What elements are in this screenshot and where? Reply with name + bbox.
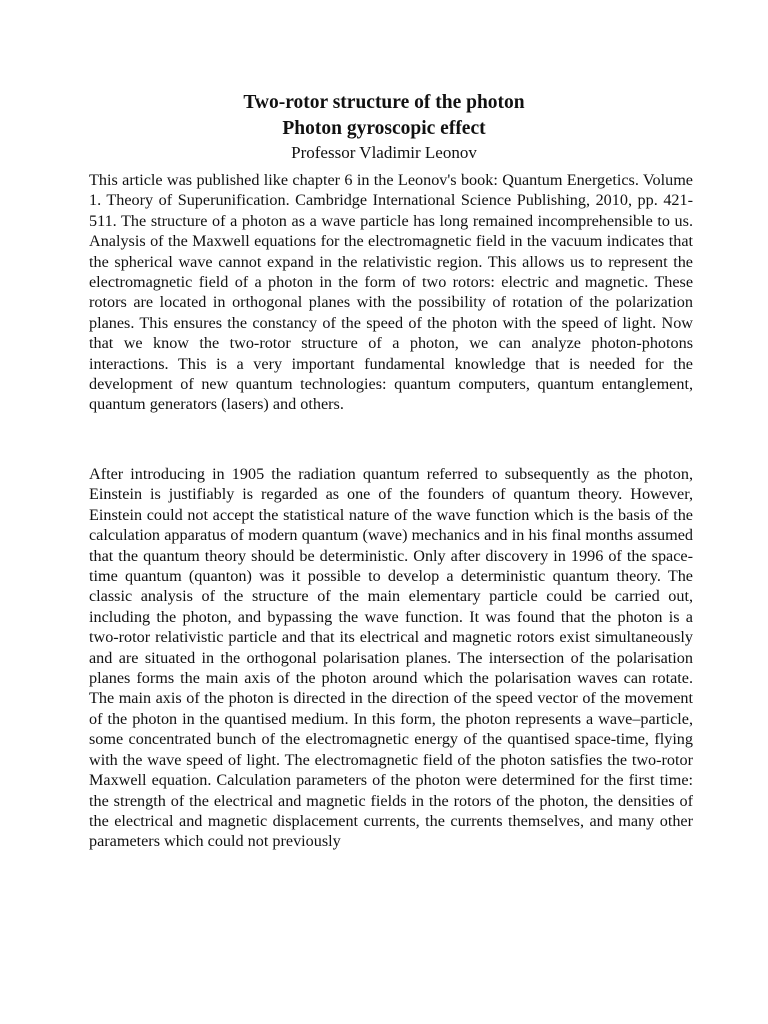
- main-text-section: [89, 464, 693, 852]
- body-paragraph: After introducing in 1905 the radiation quantum referred to subsequently as the photon, Einstein is justifiably is regarded as one of the founders of quantum theory. However, Einstein could not accept the statistical nature of the wave function which is the basis of the calculation apparatus of modern quantum (wave) mechanics and in his final months assumed that the quantum theory should be deterministic. Only after discovery in 1996 of the space-time quantum (quanton) was it possible to develop a deterministic quantum theory. The classic analysis of the structure of the main elementary particle could be carried out, including the photon, and bypassing the wave function. It was found that the photon is a two-rotor relativistic particle and that its electrical and magnetic rotors exist simultaneously and are situated in the orthogonal polarisation planes. The intersection of the polarisation planes forms the main axis of the photon around which the polarisation waves can rotate. The main axis of the photon is directed in the direction of the speed vector of the movement of the photon in the quantised medium. In this form, the photon represents a wave–particle, some concentrated bunch of the electromagnetic energy of the quantised space-time, flying with the wave speed of light. The electromagnetic field of the photon satisfies the two-rotor Maxwell equation. Calculation parameters of the photon were determined for the first time: the strength of the electrical and magnetic fields in the rotors of the photon, the densities of the electrical and magnetic displacement currents, the currents themselves, and many other parameters which could not previously: [89, 465, 693, 851]
- title-block: [0, 90, 768, 163]
- abstract-section: [89, 170, 693, 415]
- page-subtitle: Photon gyroscopic effect: [282, 118, 486, 139]
- author-line: Professor Vladimir Leonov: [291, 143, 477, 162]
- page-title: Two-rotor structure of the photon: [243, 92, 525, 113]
- abstract-paragraph: This article was published like chapter 6 in the Leonov's book: Quantum Energetics. Volume 1. Theory of Superunification. Cambridge International Science Publishing, 2010, pp. 421-511. The structure of a photon as a wave particle has long remained incomprehensible to us. Analysis of the Maxwell equations for the electromagnetic field in the vacuum indicates that the spherical wave cannot expand in the relativistic region. This allows us to represent the electromagnetic field of a photon in the form of two rotors: electric and magnetic. These rotors are located in orthogonal planes with the possibility of rotation of the polarization planes. This ensures the constancy of the speed of the photon with the speed of light. Now that we know the two-rotor structure of a photon, we can analyze photon-photons interactions. This is a very important fundamental knowledge that is needed for the development of new quantum technologies: quantum computers, quantum entanglement, quantum generators (lasers) and others.: [89, 171, 693, 414]
